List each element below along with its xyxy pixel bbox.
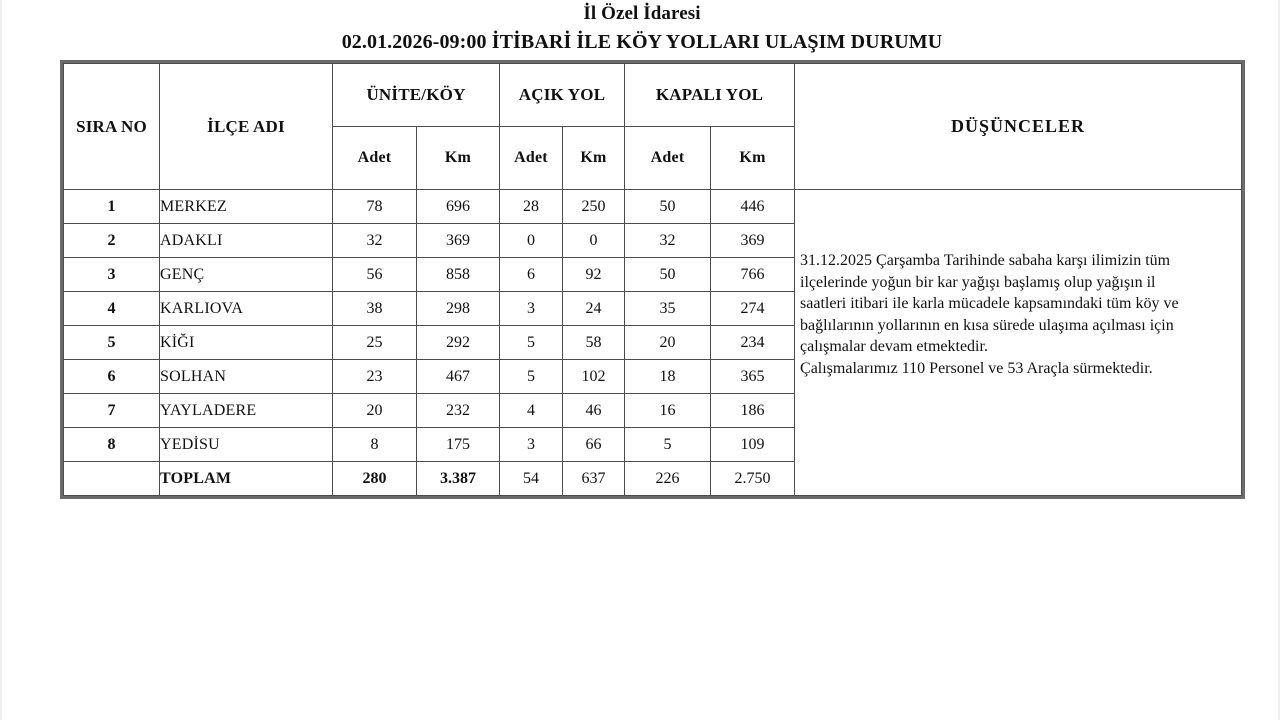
cell-unite-koy-km: 369 [417, 224, 500, 258]
cell-acik-yol-adet: 6 [500, 258, 563, 292]
header-acik-yol: AÇIK YOL [500, 64, 625, 127]
cell-sira-no: 3 [64, 258, 160, 292]
village-roads-status-table [63, 63, 1242, 496]
cell-kapali-yol-km: 234 [711, 326, 795, 360]
note-line: çalışmalar devam etmektedir. [800, 338, 988, 355]
cell-sira-no: 8 [64, 428, 160, 462]
cell-ilce-adi: KİĞI [160, 326, 333, 360]
cell-acik-yol-km: 102 [563, 360, 625, 394]
header-acik-yol-km: Km [563, 127, 625, 190]
cell-ilce-adi: KARLIOVA [160, 292, 333, 326]
cell-kapali-yol-adet: 5 [625, 428, 711, 462]
cell-sira-no: 5 [64, 326, 160, 360]
note-line: saatleri itibari ile karla mücadele kapsamındaki tüm köy ve [800, 295, 1179, 312]
title-block [2, 3, 1280, 54]
cell-unite-koy-km: 3.387 [417, 462, 500, 496]
cell-kapali-yol-adet: 226 [625, 462, 711, 496]
cell-unite-koy-km: 232 [417, 394, 500, 428]
note-line: 31.12.2025 Çarşamba Tarihinde sabaha karşı ilimizin tüm [800, 252, 1171, 269]
table-body [64, 190, 1242, 496]
header-kapali-yol: KAPALI YOL [625, 64, 795, 127]
header-unite-koy: ÜNİTE/KÖY [333, 64, 500, 127]
cell-acik-yol-adet: 4 [500, 394, 563, 428]
cell-acik-yol-km: 24 [563, 292, 625, 326]
cell-acik-yol-adet: 3 [500, 292, 563, 326]
cell-unite-koy-km: 292 [417, 326, 500, 360]
cell-kapali-yol-km: 446 [711, 190, 795, 224]
cell-kapali-yol-km: 274 [711, 292, 795, 326]
cell-unite-koy-adet: 20 [333, 394, 417, 428]
cell-kapali-yol-adet: 16 [625, 394, 711, 428]
table-row [64, 190, 1242, 224]
header-row-groups [64, 64, 1242, 127]
cell-unite-koy-km: 298 [417, 292, 500, 326]
cell-acik-yol-km: 58 [563, 326, 625, 360]
cell-acik-yol-km: 250 [563, 190, 625, 224]
header-ilce-adi: İLÇE ADI [160, 64, 333, 190]
cell-sira-no: 1 [64, 190, 160, 224]
cell-unite-koy-km: 467 [417, 360, 500, 394]
header-unite-koy-km: Km [417, 127, 500, 190]
cell-kapali-yol-km: 2.750 [711, 462, 795, 496]
note-line: Çalışmalarımız 110 Personel ve 53 Araçla sürmektedir. [800, 359, 1153, 377]
header-sira-no: SIRA NO [64, 64, 160, 190]
cell-kapali-yol-km: 365 [711, 360, 795, 394]
cell-sira-no: 7 [64, 394, 160, 428]
cell-ilce-adi: SOLHAN [160, 360, 333, 394]
cell-ilce-adi: GENÇ [160, 258, 333, 292]
cell-unite-koy-km: 696 [417, 190, 500, 224]
note-line: ilçelerinde yoğun bir kar yağışı başlamış olup yağışın il [800, 273, 1156, 291]
cell-ilce-adi: YAYLADERE [160, 394, 333, 428]
cell-kapali-yol-km: 109 [711, 428, 795, 462]
cell-kapali-yol-km: 369 [711, 224, 795, 258]
cell-acik-yol-km: 66 [563, 428, 625, 462]
cell-ilce-adi: YEDİSU [160, 428, 333, 462]
cell-unite-koy-adet: 56 [333, 258, 417, 292]
cell-kapali-yol-adet: 50 [625, 190, 711, 224]
cell-kapali-yol-adet: 50 [625, 258, 711, 292]
cell-acik-yol-km: 92 [563, 258, 625, 292]
cell-acik-yol-km: 0 [563, 224, 625, 258]
cell-sira-no: 4 [64, 292, 160, 326]
report-table-container [63, 63, 1241, 496]
cell-sira-no [64, 462, 160, 496]
cell-kapali-yol-adet: 20 [625, 326, 711, 360]
cell-kapali-yol-km: 766 [711, 258, 795, 292]
note-text-block [800, 250, 1232, 379]
cell-ilce-adi: ADAKLI [160, 224, 333, 258]
cell-acik-yol-adet: 28 [500, 190, 563, 224]
header-kapali-yol-km: Km [711, 127, 795, 190]
header-dusunceler: DÜŞÜNCELER [795, 64, 1242, 190]
cell-acik-yol-km: 637 [563, 462, 625, 496]
table-header [64, 64, 1242, 190]
cell-acik-yol-km: 46 [563, 394, 625, 428]
cell-unite-koy-adet: 38 [333, 292, 417, 326]
cell-acik-yol-adet: 5 [500, 360, 563, 394]
cell-total-label: TOPLAM [160, 462, 333, 496]
cell-kapali-yol-adet: 32 [625, 224, 711, 258]
cell-acik-yol-adet: 5 [500, 326, 563, 360]
cell-acik-yol-adet: 3 [500, 428, 563, 462]
document-subtitle: 02.01.2026-09:00 İTİBARİ İLE KÖY YOLLARI ULAŞIM DURUMU [341, 31, 943, 53]
document-title: İl Özel İdaresi [583, 3, 701, 24]
cell-unite-koy-adet: 23 [333, 360, 417, 394]
cell-unite-koy-adet: 78 [333, 190, 417, 224]
cell-unite-koy-adet: 8 [333, 428, 417, 462]
cell-acik-yol-adet: 54 [500, 462, 563, 496]
cell-unite-koy-km: 175 [417, 428, 500, 462]
cell-acik-yol-adet: 0 [500, 224, 563, 258]
cell-ilce-adi: MERKEZ [160, 190, 333, 224]
cell-kapali-yol-adet: 18 [625, 360, 711, 394]
cell-unite-koy-adet: 280 [333, 462, 417, 496]
cell-unite-koy-km: 858 [417, 258, 500, 292]
note-line: bağlılarının yollarının en kısa sürede ulaşıma açılması için [800, 316, 1174, 334]
header-unite-koy-adet: Adet [333, 127, 417, 190]
header-acik-yol-adet: Adet [500, 127, 563, 190]
cell-unite-koy-adet: 32 [333, 224, 417, 258]
header-kapali-yol-adet: Adet [625, 127, 711, 190]
cell-unite-koy-adet: 25 [333, 326, 417, 360]
cell-kapali-yol-adet: 35 [625, 292, 711, 326]
cell-sira-no: 2 [64, 224, 160, 258]
cell-kapali-yol-km: 186 [711, 394, 795, 428]
cell-sira-no: 6 [64, 360, 160, 394]
cell-dusunceler-note [795, 190, 1242, 496]
